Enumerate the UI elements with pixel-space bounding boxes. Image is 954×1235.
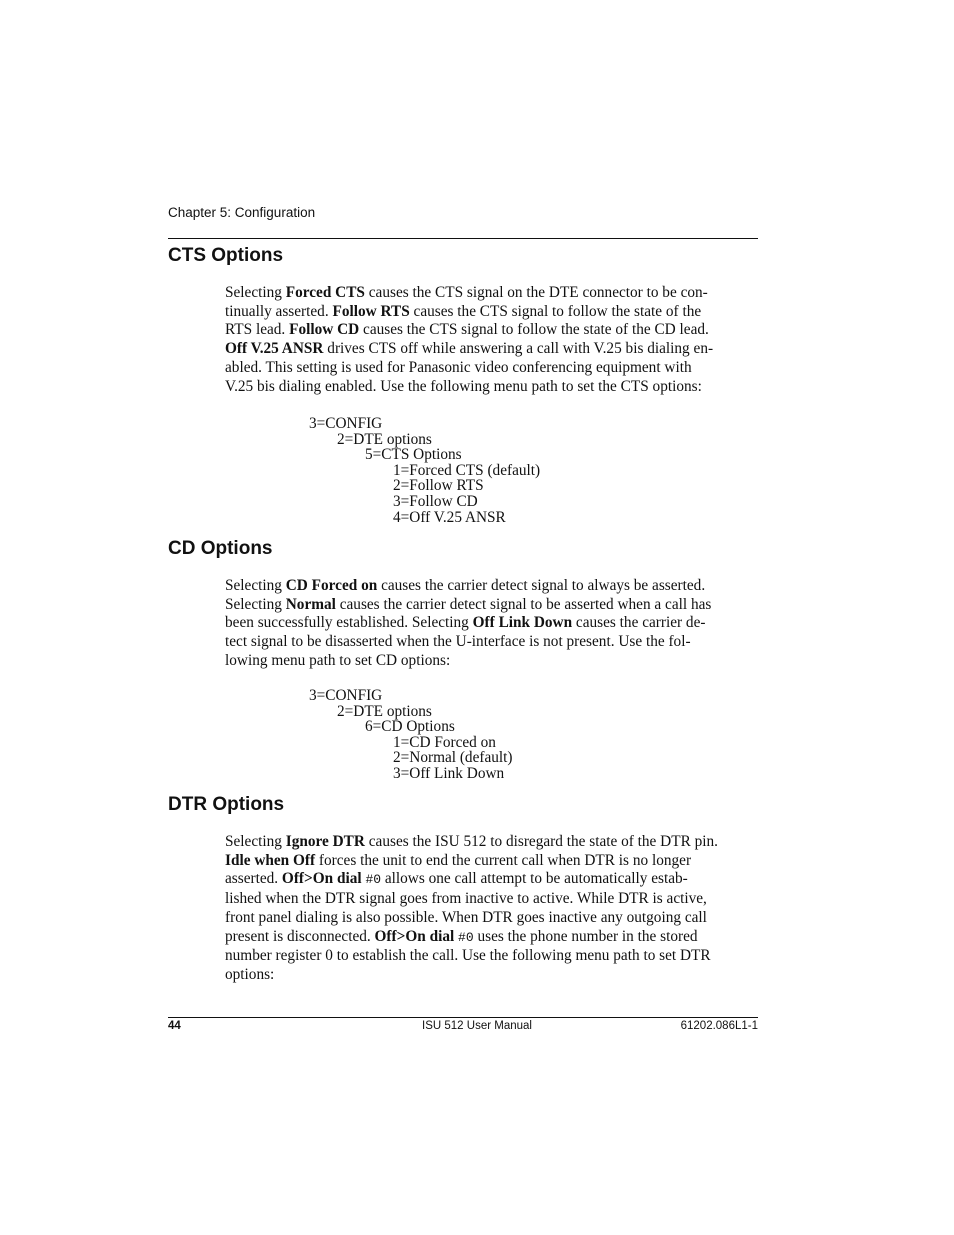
menu-item: 2=DTE options <box>337 430 432 448</box>
menu-item: 2=DTE options <box>337 702 432 720</box>
text-line: V.25 bis dialing enabled. Use the following menu path to set the CTS options: <box>225 377 702 395</box>
dtr-paragraph <box>225 833 759 985</box>
page-number: 44 <box>168 1020 181 1032</box>
text-line: lowing menu path to set CD options: <box>225 651 451 669</box>
cd-heading: CD Options <box>168 538 273 559</box>
header-rule <box>168 238 758 239</box>
text-line: abled. This setting is used for Panasonic video conferencing equipment with <box>225 358 692 376</box>
text-line: Selecting Ignore DTR causes the ISU 512 to disregard the state of the DTR pin. <box>225 833 718 850</box>
menu-item: 3=CONFIG <box>309 687 383 704</box>
text-line: Selecting Normal causes the carrier detect signal to be asserted when a call has <box>225 595 712 613</box>
text-line: number register 0 to establish the call. Use the following menu path to set DTR <box>225 947 711 965</box>
text-line: front panel dialing is also possible. When DTR goes inactive any outgoing call <box>225 908 707 926</box>
text-line: Selecting Forced CTS causes the CTS signal on the DTE connector to be con- <box>225 284 708 301</box>
text-line: Off V.25 ANSR drives CTS off while answering a call with V.25 bis dialing en- <box>225 340 714 358</box>
menu-item: 1=CD Forced on <box>393 733 496 751</box>
text-line: present is disconnected. Off>On dial #0 uses the phone number in the stored <box>225 927 698 945</box>
text-line: tect signal to be disasserted when the U-interface is not present. Use the fol- <box>225 633 691 651</box>
menu-item: 3=CONFIG <box>309 415 383 432</box>
cd-paragraph <box>225 577 759 671</box>
menu-item: 3=Off Link Down <box>393 764 505 782</box>
text-line: been successfully established. Selecting Off Link Down causes the carrier de- <box>225 614 706 632</box>
cts-paragraph <box>225 284 759 396</box>
cd-menu-path <box>309 688 513 782</box>
menu-item: 1=Forced CTS (default) <box>393 461 541 479</box>
text-line: lished when the DTR signal goes from inactive to active. While DTR is active, <box>225 890 707 908</box>
text-line: options: <box>225 965 275 983</box>
text-line: tinually asserted. Follow RTS causes the CTS signal to follow the state of the <box>225 302 702 320</box>
cts-heading: CTS Options <box>168 245 284 266</box>
running-head: Chapter 5: Configuration <box>168 205 316 220</box>
menu-item: 6=CD Options <box>365 718 455 736</box>
menu-item: 2=Follow RTS <box>393 477 484 495</box>
dtr-heading: DTR Options <box>168 794 285 815</box>
menu-item: 4=Off V.25 ANSR <box>393 508 506 526</box>
text-line: asserted. Off>On dial #0 allows one call attempt to be automatically estab- <box>225 870 688 888</box>
text-line: RTS lead. Follow CD causes the CTS signal to follow the state of the CD lead. <box>225 321 709 339</box>
menu-item: 3=Follow CD <box>393 492 478 510</box>
text-line: Selecting CD Forced on causes the carrier detect signal to always be asserted. <box>225 577 706 594</box>
footer-title: ISU 512 User Manual <box>422 1020 532 1032</box>
footer-rule <box>168 1017 758 1018</box>
menu-item: 5=CTS Options <box>365 446 462 464</box>
menu-item: 2=Normal (default) <box>393 749 513 767</box>
text-line: Idle when Off forces the unit to end the current call when DTR is no longer <box>225 851 692 869</box>
cts-menu-path <box>309 416 540 525</box>
doc-number: 61202.086L1-1 <box>680 1020 758 1032</box>
